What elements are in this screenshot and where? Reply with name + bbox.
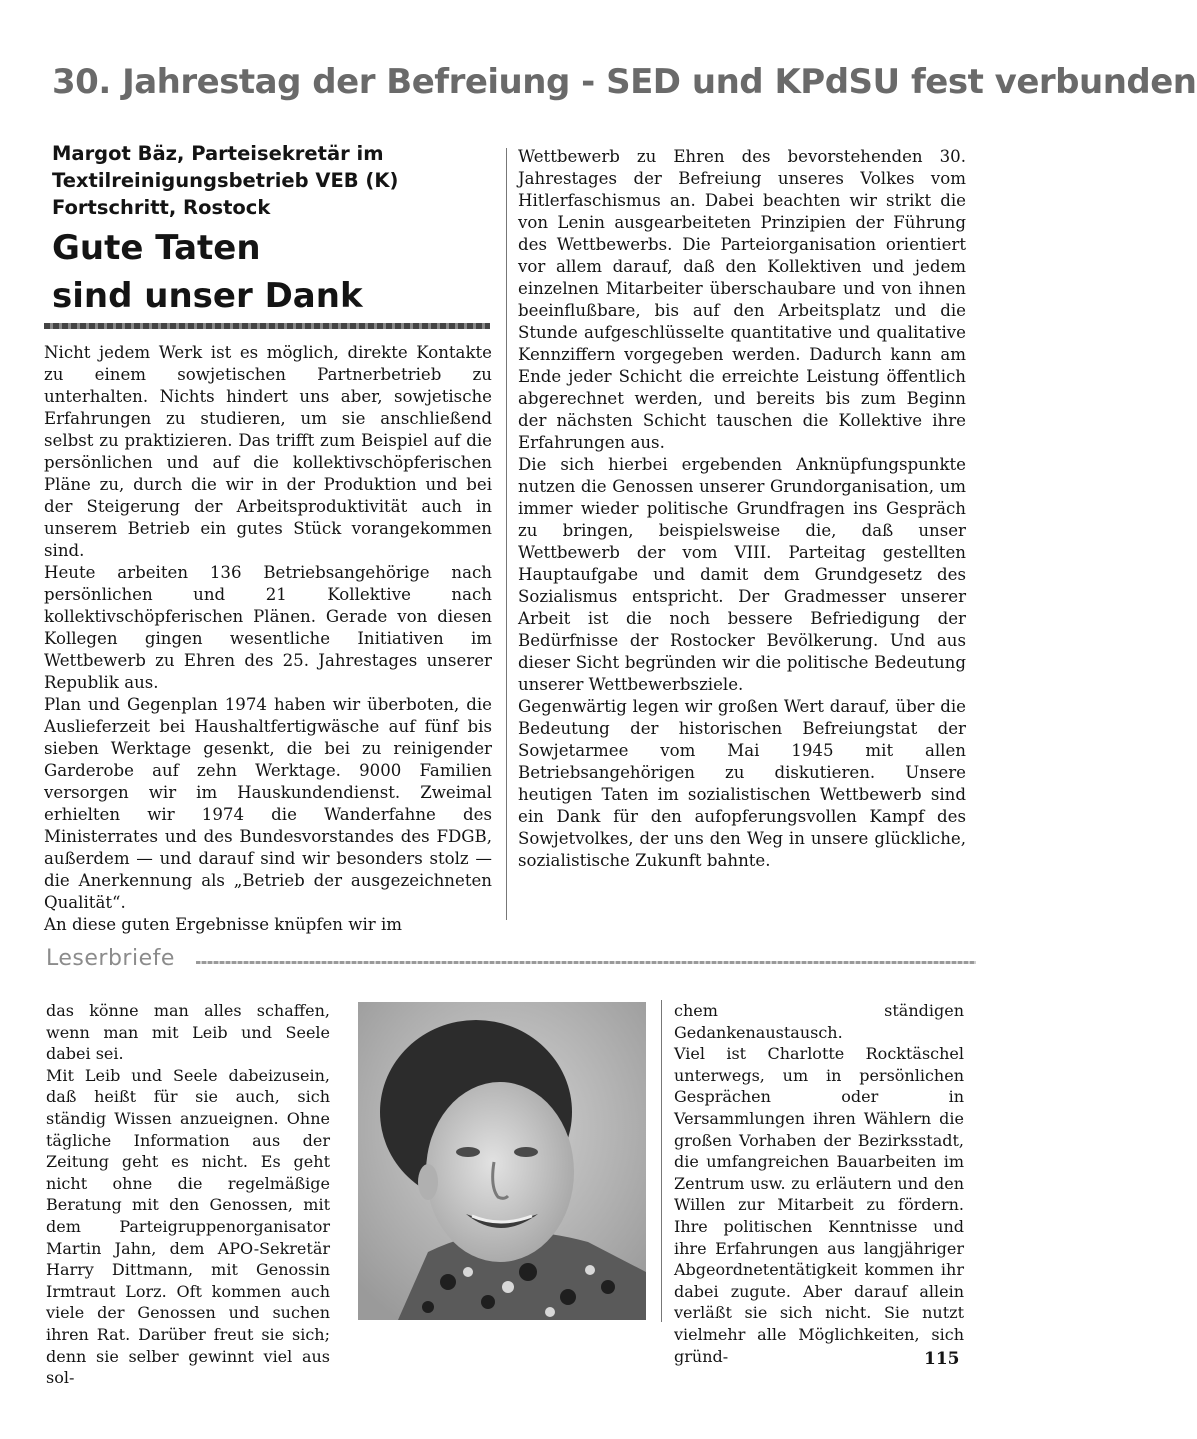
letters-section-rule <box>196 961 976 964</box>
column-divider <box>506 148 507 920</box>
series-banner: 30. Jahrestag der Befreiung - SED und KPdSU fest verbunden <box>52 62 1197 102</box>
article-paragraph: Plan und Gegenplan 1974 haben wir überboten, die Auslieferzeit bei Haushaltfertigwäsche auf fünf bis sieben Werktage gesenkt, die bei zu reinigender Garderobe auf zehn Werktage. 9000 Familien versorgen wir im Hauskundendienst. Zweimal erhielten wir 1974 die Wanderfahne des Ministerrates und des Bundesvorstandes des FDGB, außerdem — und darauf sind wir besonders stolz — die Anerkennung als „Betrieb der ausgezeichneten Qualität“. <box>44 695 492 912</box>
letter-paragraph: Mit Leib und Seele dabeizusein, daß heißt für sie auch, sich ständig Wissen anzueignen. Ohne tägliche Information aus der Zeitung geht es nicht. Es geht nicht ohne die regelmäßige Beratung mit den Genossen, mit dem Parteigruppenorganisator Martin Jahn, dem APO-Sekretär Harry Dittmann, mit Genossin Irmtraut Lorz. Oft kommen auch viele der Genossen und suchen ihren Rat. Darüber freut sie sich; denn sie selber gewinnt viel aus sol- <box>46 1065 330 1388</box>
letters-column-right <box>674 1000 964 1367</box>
headline-line-2: sind unser Dank <box>52 276 363 316</box>
page-number: 115 <box>924 1349 960 1369</box>
article-headline <box>52 224 492 320</box>
letter-paragraph: Viel ist Charlotte Rocktäschel unterwegs, um in persönlichen Gesprächen oder in Versammlungen ihren Wählern die großen Vorhaben der Bezirksstadt, die umfangreichen Bauarbeiten im Zentrum usw. zu erläutern und den Willen zur Mitarbeit zu fördern. Ihre politischen Kenntnisse und ihre Erfahrungen aus langjähriger Abgeordnetentätigkeit kommen ihr dabei zugute. Aber darauf allein verläßt sie sich nicht. Sie nutzt vielmehr alle Möglichkeiten, sich gründ- <box>674 1044 964 1366</box>
article-paragraph: Die sich hierbei ergebenden Anknüpfungspunkte nutzen die Genossen unserer Grundorganisation, um immer wieder politische Grundfragen ins Gespräch zu bringen, beispielsweise die, daß unser Wettbewerb der vom VIII. Parteitag gestellten Hauptaufgabe und damit dem Grundgesetz des Sozialismus entspricht. Der Gradmesser unserer Arbeit ist die noch bessere Befriedigung der Bedürfnisse der Rostocker Bevölkerung. Und aus dieser Sicht begründen wir die politische Bedeutung unserer Wettbewerbsziele. <box>518 455 966 694</box>
article-paragraph: An diese guten Ergebnisse knüpfen wir im <box>44 915 403 934</box>
article-paragraph: Gegenwärtig legen wir großen Wert darauf, über die Bedeutung der historischen Befreiungstat der Sowjetarmee vom Mai 1945 mit allen Betriebsangehörigen zu diskutieren. Unsere heutigen Taten im sozialistischen Wettbewerb sind ein Dank für den aufopferungsvollen Kampf des Sowjetvolkes, der uns den Weg in unsere glückliche, sozialistische Zukunft bahnte. <box>518 697 966 870</box>
portrait-photo <box>358 1002 646 1320</box>
letters-section-label: Leserbriefe <box>46 946 175 971</box>
article-paragraph: Nicht jedem Werk ist es möglich, direkte Kontakte zu einem sowjetischen Partnerbetrieb zu unterhalten. Nichts hindert uns aber, sowjetische Erfahrungen zu studieren, um sie anschließend selbst zu praktizieren. Das trifft zum Beispiel auf die persönlichen und auf die kollektivschöpferischen Pläne zu, durch die wir in der Produktion und bei der Steigerung der Arbeitsproduktivität auch in unserem Betrieb ein gutes Stück vorangekommen sind. <box>44 343 492 560</box>
letters-column-left <box>46 1000 330 1389</box>
headline-line-1: Gute Taten <box>52 228 261 268</box>
article-paragraph: Wettbewerb zu Ehren des bevorstehenden 30. Jahrestages der Befreiung unseres Volkes vom Hitlerfaschismus an. Dabei beachten wir strikt die von Lenin ausgearbeiteten Prinzipien der Führung des Wettbewerbs. Die Parteiorganisation orientiert vor allem darauf, daß den Kollektiven und jedem einzelnen Mitarbeiter überschaubare und von ihnen beeinflußbare, bis auf den Arbeitsplatz und die Stunde aufgeschlüsselte quantitative und qualitative Kennziffern vorgegeben werden. Dadurch kann am Ende jeder Schicht die erreichte Leistung öffentlich abgerechnet werden, und bereits bis zum Beginn der nächsten Schicht tauschen die Kollektive ihre Erfahrungen aus. <box>518 147 966 452</box>
letter-paragraph: chem ständigen Gedankenaustausch. <box>674 1001 964 1042</box>
letter-paragraph: das könne man alles schaffen, wenn man mit Leib und Seele dabei sei. <box>46 1001 330 1064</box>
portrait-woman-image <box>358 1002 646 1320</box>
article-column-right <box>518 146 966 872</box>
letters-column-divider <box>661 1000 662 1322</box>
author-byline: Margot Bäz, Parteisekretär im Textilreinigungsbetrieb VEB (K) Fortschritt, Rostock <box>52 142 399 219</box>
headline-rule <box>44 323 490 329</box>
article-paragraph: Heute arbeiten 136 Betriebsangehörige nach persönlichen und 21 Kollektive nach kollektivschöpferischen Plänen. Gerade von diesen Kollegen gingen wesentliche Initiativen im Wettbewerb zu Ehren des 25. Jahrestages unserer Republik aus. <box>44 563 492 692</box>
article-column-left <box>44 342 492 936</box>
